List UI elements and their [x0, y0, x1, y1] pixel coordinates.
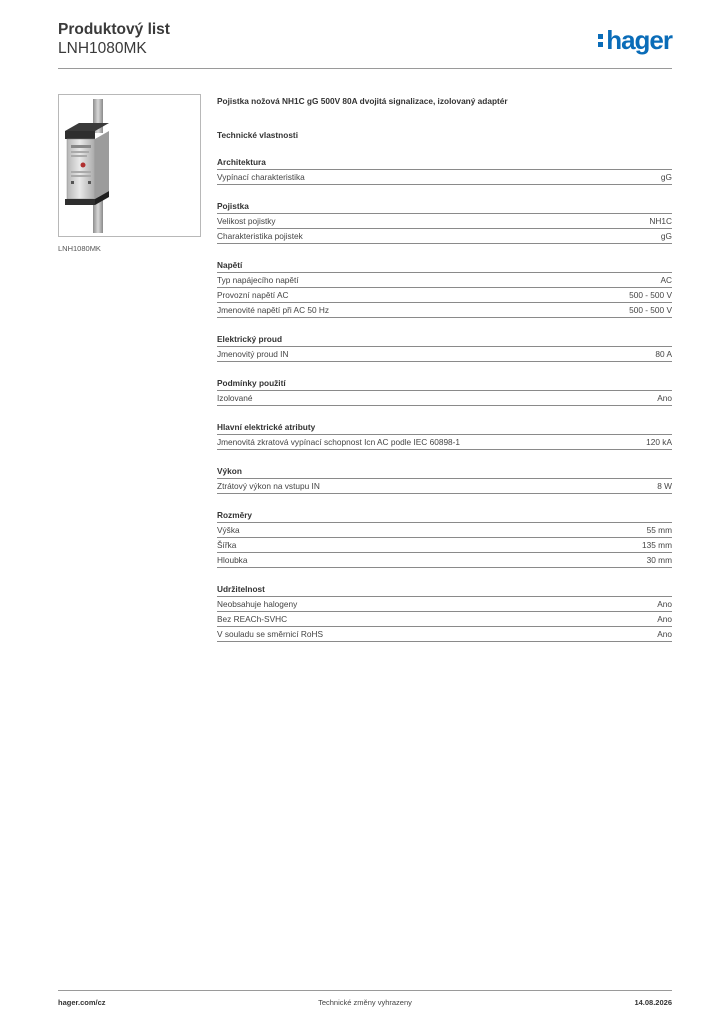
spec-row — [217, 273, 672, 288]
spec-label: Jmenovité napětí při AC 50 Hz — [217, 305, 330, 315]
footer-note: Technické změny vyhrazeny — [318, 998, 412, 1007]
spec-row — [217, 538, 672, 553]
spec-value: Ano — [657, 614, 672, 624]
logo-dots-icon — [598, 32, 604, 48]
spec-label: Neobsahuje halogeny — [217, 599, 298, 609]
spec-row — [217, 479, 672, 494]
spec-group-title: Výkon — [217, 466, 672, 479]
spec-label: Ztrátový výkon na vstupu IN — [217, 481, 320, 491]
spec-label: Jmenovitá zkratová vypínací schopnost Icn AC podle IEC 60898-1 — [217, 437, 461, 447]
spec-value: 30 mm — [646, 555, 672, 565]
spec-group — [217, 334, 672, 362]
spec-value: 120 kA — [646, 437, 672, 447]
footer-website[interactable]: hager.com/cz — [58, 998, 106, 1007]
spec-group-title: Elektrický proud — [217, 334, 672, 347]
spec-row — [217, 288, 672, 303]
image-caption: LNH1080MK — [58, 244, 101, 253]
spec-label: V souladu se směrnicí RoHS — [217, 629, 324, 639]
spec-row — [217, 391, 672, 406]
fuse-icon — [59, 95, 200, 236]
spec-group — [217, 510, 672, 568]
spec-label: Charakteristika pojistek — [217, 231, 303, 241]
spec-group — [217, 157, 672, 185]
spec-value: 8 W — [657, 481, 672, 491]
spec-group — [217, 260, 672, 318]
spec-value: NH1C — [649, 216, 672, 226]
spec-row — [217, 229, 672, 244]
spec-label: Výška — [217, 525, 240, 535]
footer-divider — [58, 990, 672, 991]
spec-row — [217, 347, 672, 362]
spec-group-title: Rozměry — [217, 510, 672, 523]
spec-value: 55 mm — [646, 525, 672, 535]
spec-row — [217, 435, 672, 450]
spec-value: Ano — [657, 393, 672, 403]
spec-groups — [217, 157, 672, 642]
spec-group — [217, 466, 672, 494]
spec-value: 500 - 500 V — [629, 305, 672, 315]
product-code: LNH1080MK — [58, 40, 147, 57]
spec-label: Provozní napětí AC — [217, 290, 289, 300]
spec-row — [217, 303, 672, 318]
spec-row — [217, 597, 672, 612]
spec-row — [217, 170, 672, 185]
document-title: Produktový list — [58, 21, 170, 38]
spec-group — [217, 422, 672, 450]
spec-value: 500 - 500 V — [629, 290, 672, 300]
spec-row — [217, 627, 672, 642]
spec-label: Bez REACh-SVHC — [217, 614, 288, 624]
spec-label: Šířka — [217, 540, 237, 550]
header — [58, 20, 672, 58]
spec-value: Ano — [657, 629, 672, 639]
footer-date: 14.08.2026 — [634, 998, 672, 1007]
logo-text: hager — [606, 25, 672, 55]
spec-value: gG — [660, 172, 672, 182]
product-title: Pojistka nožová NH1C gG 500V 80A dvojitá signalizace, izolovaný adaptér — [217, 96, 508, 106]
spec-label: Jmenovitý proud IN — [217, 349, 289, 359]
spec-group — [217, 584, 672, 642]
spec-label: Typ napájecího napětí — [217, 275, 299, 285]
spec-value: gG — [660, 231, 672, 241]
spec-group-title: Hlavní elektrické atributy — [217, 422, 672, 435]
spec-label: Velikost pojistky — [217, 216, 276, 226]
spec-group-title: Podmínky použití — [217, 378, 672, 391]
spec-group-title: Udržitelnost — [217, 584, 672, 597]
spec-group-title: Architektura — [217, 157, 672, 170]
product-image — [58, 94, 201, 237]
spec-label: Hloubka — [217, 555, 248, 565]
spec-row — [217, 523, 672, 538]
spec-row — [217, 553, 672, 568]
spec-value: AC — [660, 275, 672, 285]
spec-label: Vypínací charakteristika — [217, 172, 305, 182]
spec-group-title: Pojistka — [217, 201, 672, 214]
spec-row — [217, 214, 672, 229]
spec-group-title: Napětí — [217, 260, 672, 273]
section-heading: Technické vlastnosti — [217, 130, 298, 140]
spec-value: Ano — [657, 599, 672, 609]
spec-group — [217, 378, 672, 406]
header-divider — [58, 68, 672, 69]
spec-group — [217, 201, 672, 244]
spec-row — [217, 612, 672, 627]
spec-content — [217, 95, 672, 642]
spec-value: 135 mm — [642, 540, 672, 550]
spec-value: 80 A — [655, 349, 672, 359]
hager-logo — [598, 26, 672, 54]
spec-label: Izolované — [217, 393, 253, 403]
